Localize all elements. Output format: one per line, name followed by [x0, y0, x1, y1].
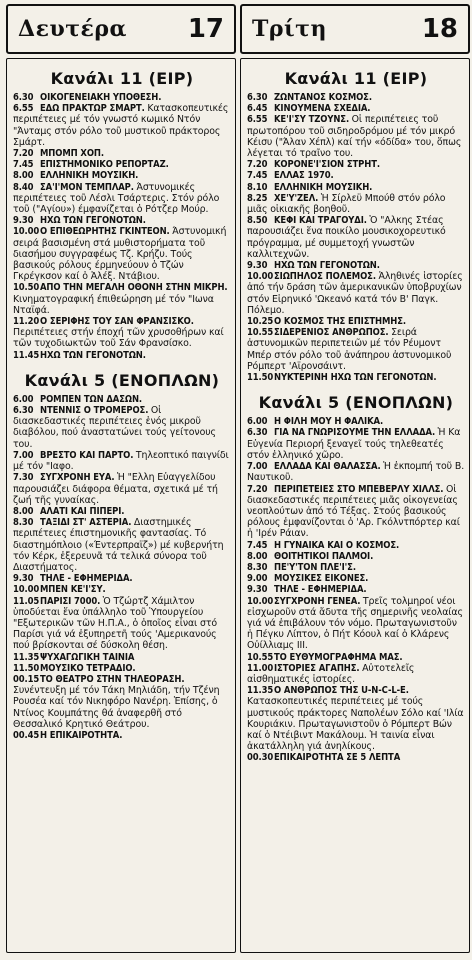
program-time: 6.55 [247, 114, 268, 126]
tuesday-header [240, 4, 470, 54]
program-time: 6.00 [13, 393, 34, 405]
program-entry [13, 730, 231, 741]
program-time: 8.30 [247, 561, 268, 573]
monday-channel-5-list [13, 394, 231, 741]
program-entry [13, 663, 231, 674]
program-entry [247, 584, 465, 595]
program-title: ΕΠΙΣΤΗΜΟΝΙΚΟ ΡΕΠΟΡΤΑΖ. [40, 159, 169, 171]
program-description: Άστυνομικές περιπέτειες τοῦ Λέσλι Τσάρτερις. Στόν ρόλο τοῦ ("Αγίου») έμφανίζεται ὁ Ρότζερ Μούρ. [13, 181, 220, 216]
program-time: 6.30 [247, 92, 268, 103]
program-time: 9.30 [13, 573, 34, 585]
program-description: Αὐτοτελεῖς αἰσθηματικές ἱστορίες. [247, 662, 415, 685]
program-description: Ἀληθινές ἱστορίες ἀπό τήν δράση τῶν ἀμερικανικῶν ὑποβρυχίων στόν Εἰρηνικό 'Ωκεανό κατά τόν Β' Παγκ. Πόλεμο. [247, 271, 463, 316]
program-title: Η ΓΥΝΑΙΚΑ ΚΑΙ Ο ΚΟΣΜΟΣ. [274, 539, 400, 551]
tuesday-channel-5-heading: Κανάλι 5 (ΕΝΟΠΛΩΝ) [258, 393, 454, 413]
program-time: 10.00 [247, 271, 274, 283]
program-title: ΤΟ ΘΕΑΤΡΟ ΣΤΗΝ ΤΗΛΕΟΡΑΣΗ. [40, 673, 185, 685]
program-description: Ἡ ἐκπομπή τοῦ Β. Ναυτικοῦ. [247, 461, 465, 484]
program-time: 00.15 [13, 673, 40, 685]
program-title: ΜΠΟΜΠ ΧΟΠ. [40, 148, 104, 160]
program-entry [13, 170, 231, 181]
program-time: 7.00 [13, 449, 34, 461]
program-time: 7.20 [247, 159, 268, 171]
program-entry [13, 506, 231, 517]
program-title: ΧΕ'Υ'ΖΕΛ. [274, 192, 319, 204]
program-time: 11.00 [247, 662, 274, 674]
program-title: Ο ΑΝΘΡΩΠΟΣ ΤΗΣ U-N-C-L-E. [274, 685, 409, 697]
program-description: Συνέντευξη μέ τόν Τάκη Μηλιάδη, τήν Τζένη Ρουσέα καί τόν Νικηφόρο Νανέρη. Ἐπίσης, ὁ Ντίνος Κουμπάτης θά ἀναφερθῆ στό Θεσσαλικό Κρητικό Θεάτρου. [13, 685, 220, 730]
program-time: 6.45 [247, 103, 268, 115]
program-time: 9.00 [247, 573, 268, 585]
program-entry [247, 461, 465, 483]
monday-channel-5-heading: Κανάλι 5 (ΕΝΟΠΛΩΝ) [24, 370, 220, 390]
tuesday-day-name: Τρίτη [252, 16, 327, 42]
program-entry [247, 193, 465, 215]
program-entry [13, 282, 231, 316]
program-entry [13, 148, 231, 159]
monday-day-number: 17 [187, 14, 224, 44]
program-description: Τηλεοπτικό παιγνίδι μέ τόν "Ιαφο. [13, 449, 229, 473]
program-time: 8.40 [13, 181, 34, 193]
program-time: 6.30 [13, 405, 34, 417]
program-time: 00.45 [13, 729, 40, 741]
program-description: Ἡ "Ελλη Εὐαγγελίδου παρουσιάζει διάφορα θέματα, σχετικά μέ τή ζωή τῆς γυναίκας. [13, 472, 218, 506]
program-title: ΤΟ ΕΥΘΥΜΟΓΡΑΦΗΜΑ ΜΑΣ. [274, 651, 403, 663]
program-entry [247, 652, 465, 663]
program-entry [247, 170, 465, 181]
program-time: 8.30 [13, 517, 34, 529]
program-time: 8.00 [13, 505, 34, 517]
program-title: ΣΙΔΕΡΕΝΙΟΣ ΑΝΘΡΩΠΟΣ. [274, 327, 389, 339]
program-title: ΜΠΕΝ ΚΕ'Ι'ΣΥ. [40, 584, 106, 596]
program-entry [247, 416, 465, 427]
program-title: ΚΙΝΟΥΜΕΝΑ ΣΧΕΔΙΑ. [274, 103, 371, 115]
program-title: ΟΙΚΟΓΕΝΕΙΑΚΗ ΥΠΟΘΕΣΗ. [40, 92, 162, 103]
program-time: 6.55 [13, 103, 34, 115]
program-entry [247, 92, 465, 103]
monday-column [6, 0, 236, 960]
program-time: 10.55 [247, 327, 274, 339]
program-title: ΕΛΛΑΣ 1970. [274, 170, 334, 182]
program-time: 7.45 [13, 159, 34, 171]
program-entry [13, 584, 231, 595]
program-entry [13, 674, 231, 730]
program-time: 9.30 [247, 260, 268, 272]
program-title: ΘΟΙΤΗΤΙΚΟΙ ΠΑΛΜΟΙ. [274, 550, 374, 562]
program-title: ΑΛΑΤΙ ΚΑΙ ΠΙΠΕΡΙ. [40, 505, 125, 517]
program-entry [247, 182, 465, 193]
program-title: ΣΥΓΧΡΟΝΗ ΕΥΑ. [40, 472, 115, 484]
program-entry [247, 663, 465, 685]
program-title: ΤΑΞΙΔΙ ΣΤ' ΑΣΤΕΡΙΑ. [40, 517, 132, 529]
program-entry [247, 573, 465, 584]
program-entry [247, 685, 465, 752]
program-entry [13, 573, 231, 584]
program-entry [13, 596, 231, 652]
program-title: ΚΕΦΙ ΚΑΙ ΤΡΑΓΟΥΔΙ. [274, 215, 367, 227]
program-entry [247, 327, 465, 372]
program-title: Η ΦΙΛΗ ΜΟΥ Η ΦΑΛΙΚΑ. [274, 416, 384, 428]
program-entry [247, 596, 465, 652]
program-time: 6.30 [247, 427, 268, 439]
program-entry [247, 271, 465, 316]
monday-channel-11-list [13, 92, 231, 361]
program-time: 10.00 [247, 595, 274, 607]
program-entry [247, 372, 465, 383]
program-time: 7.00 [247, 461, 268, 473]
program-title: ΠΕ'Υ'ΤΟΝ ΠΛΕ'Ι'Σ. [274, 561, 356, 573]
program-description: Οἱ περιπέτειες τοῦ πρωτοπόρου τοῦ σιδηροδρόμου μέ τόν μικρό Κέισυ ("Άλαν Χέπλ) καί τήν «όδίδα» του, ὅπως λέγεται τό τραῖνο του. [247, 114, 462, 160]
program-title: ΜΟΥΣΙΚΟ ΤΕΤΡΑΔΙΟ. [40, 662, 136, 674]
program-entry [13, 450, 231, 472]
program-time: 7.20 [247, 483, 268, 495]
program-time: 8.25 [247, 192, 268, 204]
program-time: 11.35 [247, 685, 274, 697]
program-entry [247, 540, 465, 551]
program-title: ΜΟΥΣΙΚΕΣ ΕΙΚΟΝΕΣ. [274, 573, 369, 585]
program-description: Ὁ Τζώρτζ Χάμιλτον ὑποδύεται ἕνα ὑπάλληλο τοῦ Ὑπουργείου "Εξωτερικῶν τῶν Η.Π.Α., ὁ ὁποῖος εἶναι στό Παρίσι γιά νά ἐξυπηρετῆ τούς 'Αμερικανούς πού βρίσκονται σέ δύσκολη θέση. [13, 595, 218, 652]
program-title: ΣΥΓΧΡΟΝΗ ΓΕΝΕΑ. [274, 595, 361, 607]
program-title: ΒΡΕΣΤΟ ΚΑΙ ΠΑΡΤΟ. [40, 449, 134, 461]
program-entry [13, 405, 231, 450]
program-title: ΙΣΤΟΡΙΕΣ ΑΓΑΠΗΣ. [274, 662, 360, 674]
program-entry [247, 551, 465, 562]
program-entry [13, 517, 231, 573]
program-time: 7.45 [247, 170, 268, 182]
program-entry [247, 427, 465, 461]
tuesday-day-number: 18 [421, 14, 458, 44]
program-description: Κινηματογραφική έπιθεώρηση μέ τόν "Ιωνα Νταϊφά. [13, 293, 214, 316]
program-description: Τρεῖς τολμηροί νέοι εἰσχωροῦν στά ἄδυτα τῆς σημερινῆς νεολαίας γιά νά ἐπιβάλουν τόν νόμο. Πρωταγωνιστοῦν ἡ Πέγκυ Λίπτον, ὁ Πήτ Κόουλ καί ὁ Κλάρενς Οὐίλλιαμς ΙΙΙ. [247, 595, 463, 652]
program-entry [13, 652, 231, 663]
program-entry [247, 484, 465, 540]
program-entry [247, 562, 465, 573]
program-description: Ὁ "Αλκης Στέας παρουσιάζει ἕνα ποικίλο μουσικοχορευτικό πρόγραμμα, μέ συμμετοχή γνωστῶν καλλιτεχνῶν. [247, 215, 446, 260]
program-time: 8.10 [247, 181, 268, 193]
program-title: ΤΗΛΕ - ΕΦΗΜΕΡΙΔΑ. [274, 584, 367, 596]
program-entry [13, 472, 231, 506]
program-title: ΤΗΛΕ - ΕΦΗΜΕΡΙΔΑ. [40, 573, 133, 585]
tuesday-channel-5-list [247, 416, 465, 763]
program-description: Ἡ Σίρλεϋ Μπούθ στόν ρόλο μιᾶς οἰκιακῆς βοηθοῦ. [247, 192, 446, 216]
program-entry [13, 394, 231, 405]
program-entry [13, 159, 231, 170]
program-entry [247, 103, 465, 114]
tuesday-listings [240, 58, 470, 953]
program-entry [13, 92, 231, 103]
program-time: 6.30 [13, 92, 34, 103]
program-title: ΣΑ'Ι'ΜΟΝ ΤΕΜΠΛΑΡ. [40, 181, 134, 193]
program-time: 10.25 [247, 316, 274, 328]
monday-channel-11-heading: Κανάλι 11 (ΕΙΡ) [50, 69, 194, 88]
program-title: Ο ΚΟΣΜΟΣ ΤΗΣ ΕΠΙΣΤΗΜΗΣ. [274, 316, 406, 328]
program-title: ΕΔΩ ΠΡΑΚΤΩΡ ΣΜΑΡΤ. [40, 103, 145, 115]
program-time: 9.30 [13, 215, 34, 227]
program-title: Ο ΕΠΙΘΕΩΡΗΤΗΣ ΓΚΙΝΤΕΟΝ. [40, 226, 170, 238]
program-entry [247, 752, 465, 763]
program-title: ΠΕΡΙΠΕΤΕΙΕΣ ΣΤΟ ΜΠΕΒΕΡΛΥ ΧΙΛΛΣ. [274, 483, 444, 495]
monday-header [6, 4, 236, 54]
program-entry [13, 182, 231, 216]
program-time: 10.50 [13, 282, 40, 294]
program-title: ΚΟΡΟΝΕ'Ι'ΣΙΟΝ ΣΤΡΗΤ. [274, 159, 380, 171]
program-time: 11.50 [247, 372, 274, 384]
program-title: Ο ΣΕΡΙΦΗΣ ΤΟΥ ΣΑΝ ΦΡΑΝΣΙΣΚΟ. [40, 316, 194, 328]
program-time: 7.45 [247, 539, 268, 551]
program-title: ΖΩΝΤΑΝΟΣ ΚΟΣΜΟΣ. [274, 92, 372, 103]
program-time: 11.20 [13, 316, 40, 328]
program-description: Ἡ Κα Εὐγενία Περιορή ξεναγεῖ τούς τηλεθεατές στόν ἑλληνικό χῶρο. [247, 427, 461, 461]
program-title: ΕΛΛΗΝΙΚΗ ΜΟΥΣΙΚΗ. [40, 170, 139, 182]
program-description: Περιπέτειες στήν έποχή τῶν χρυσοθήρων καί τῶν τυχοδιωκτῶν τοῦ Σάν Φρανσίσκο. [13, 327, 224, 350]
program-title: ΕΠΙΚΑΙΡΟΤΗΤΑ ΣΕ 5 ΛΕΠΤΑ [274, 752, 401, 764]
program-title: ΑΠΟ ΤΗΝ ΜΕΓΑΛΗ ΟΘΟΝΗ ΣΤΗΝ ΜΙΚΡΗ. [40, 282, 228, 294]
program-title: ΓΙΑ ΝΑ ΓΝΩΡΙΣΟΥΜΕ ΤΗΝ ΕΛΛΑΔΑ. [274, 427, 436, 439]
program-entry [13, 226, 231, 282]
program-time: 7.20 [13, 148, 34, 160]
program-title: ΗΧΩ ΤΩΝ ΓΕΓΟΝΟΤΩΝ. [40, 349, 146, 361]
program-entry [247, 316, 465, 327]
program-time: 11.35 [13, 651, 40, 663]
program-description: Άστυνομική σειρά βασισμένη στά μυθιστορήματα τοῦ διασήμου συγγραφέως Τζ. Κρήζυ. Τούς βασικούς ρόλους έρμηνεύουν ὁ Τζών Γκρέγκσον καί ὁ Ἀλέξ. Ντάβιου. [13, 226, 227, 283]
program-entry [13, 103, 231, 148]
program-entry [13, 350, 231, 361]
program-title: Η ΕΠΙΚΑΙΡΟΤΗΤΑ. [40, 729, 123, 741]
program-entry [247, 260, 465, 271]
program-entry [13, 316, 231, 350]
program-title: ΕΛΛΑΔΑ ΚΑΙ ΘΑΛΑΣΣΑ. [274, 461, 381, 473]
program-title: ΣΙΩΠΗΛΟΣ ΠΟΛΕΜΟΣ. [274, 271, 376, 283]
program-title: ΗΧΩ ΤΩΝ ΓΕΓΟΝΟΤΩΝ. [274, 260, 380, 272]
program-time: 8.00 [13, 170, 34, 182]
tuesday-channel-11-list [247, 92, 465, 383]
program-time: 8.00 [247, 550, 268, 562]
program-time: 9.30 [247, 584, 268, 596]
program-time: 11.50 [13, 662, 40, 674]
program-time: 10.00 [13, 584, 40, 596]
program-time: 6.00 [247, 416, 268, 428]
program-entry [247, 114, 465, 159]
program-time: 8.50 [247, 215, 268, 227]
program-title: ΚΕ'Ι'ΣΥ ΤΖΟΥΝΣ. [274, 114, 350, 126]
program-time: 10.00 [13, 226, 40, 238]
program-title: ΕΛΛΗΝΙΚΗ ΜΟΥΣΙΚΗ. [274, 181, 373, 193]
program-time: 10.55 [247, 651, 274, 663]
program-description: Διαστημικές περιπέτειες έπιστημονικῆς φαντασίας. Τό διαστημόπλοιο («Έντερπραϊζ») μέ κυβερνήτη τόν Κέρκ, ἐξερευνᾶ τά τελικά σύνορα τοῦ Διαστήματος. [13, 517, 224, 573]
program-description: Σειρά ἀστυνομικῶν περιπετειῶν μέ τόν Ρέυμοντ Μπέρ στόν ρόλο τοῦ ἀνάπηρου ἀστυνομικοῦ Ρόμπερτ 'Αϊρονσάιντ. [247, 327, 452, 372]
program-entry [247, 159, 465, 170]
program-description: Κατασκοπευτικές περιπέτειες μέ τόν γνωστό κωμικό Ντόν "Άνταμς στόν ρόλο τοῦ μυστικοῦ πράκτορος Σμάρτ. [13, 103, 229, 148]
program-title: ΨΥΧΑΓΩΓΙΚΗ ΤΑΙΝΙΑ [40, 651, 135, 663]
program-time: 00.30 [247, 752, 274, 764]
program-title: ΡΟΜΠΕΝ ΤΩΝ ΔΑΣΩΝ. [40, 393, 143, 405]
program-title: ΝΤΕΝΝΙΣ Ο ΤΡΟΜΕΡΟΣ. [40, 405, 149, 417]
program-description: Οἱ διασκεδαστικές περιπέτειες ἑνός μικροῦ διαβόλου, πού ἀναστατώνει τούς γείτονους του. [13, 405, 216, 450]
program-time: 7.30 [13, 472, 34, 484]
program-title: ΗΧΩ ΤΩΝ ΓΕΓΟΝΟΤΩΝ. [40, 215, 146, 227]
program-time: 11.05 [13, 595, 40, 607]
program-entry [247, 215, 465, 260]
program-description: Κατασκοπευτικές περιπέτειες μέ τούς μυστικούς πράκτορες Ναπολέων Σόλο καί 'Ιλία Κουριάκιν. Πρωταγωνιστοῦν ὁ Ρόμπερτ Βών καί ὁ Ντέιβιντ Μακάλουμ. Ἡ ταινία εἶναι ἀκατάλληλη γιά ἀνηλίκους. [247, 696, 464, 753]
program-description: Οἱ διασκεδαστικές περιπέτειες μιᾶς οἰκογενείας νεοπλούτων ἀπό τό Τέξας. Στούς βασικούς ρόλους ἐμφανίζονται ὁ 'Αρ. Γκόλντπόρτερ καί ἡ 'Ιρέν Ράιαν. [247, 483, 460, 540]
program-title: ΠΑΡΙΣΙ 7000. [40, 595, 101, 607]
monday-listings [6, 58, 236, 953]
program-time: 11.45 [13, 349, 40, 361]
monday-day-name: Δευτέρα [18, 16, 127, 42]
program-title: ΝΥΚΤΕΡΙΝΗ ΗΧΩ ΤΩΝ ΓΕΓΟΝΟΤΩΝ. [274, 372, 437, 384]
program-entry [13, 215, 231, 226]
tuesday-channel-11-heading: Κανάλι 11 (ΕΙΡ) [284, 69, 428, 88]
tuesday-column [240, 0, 470, 960]
